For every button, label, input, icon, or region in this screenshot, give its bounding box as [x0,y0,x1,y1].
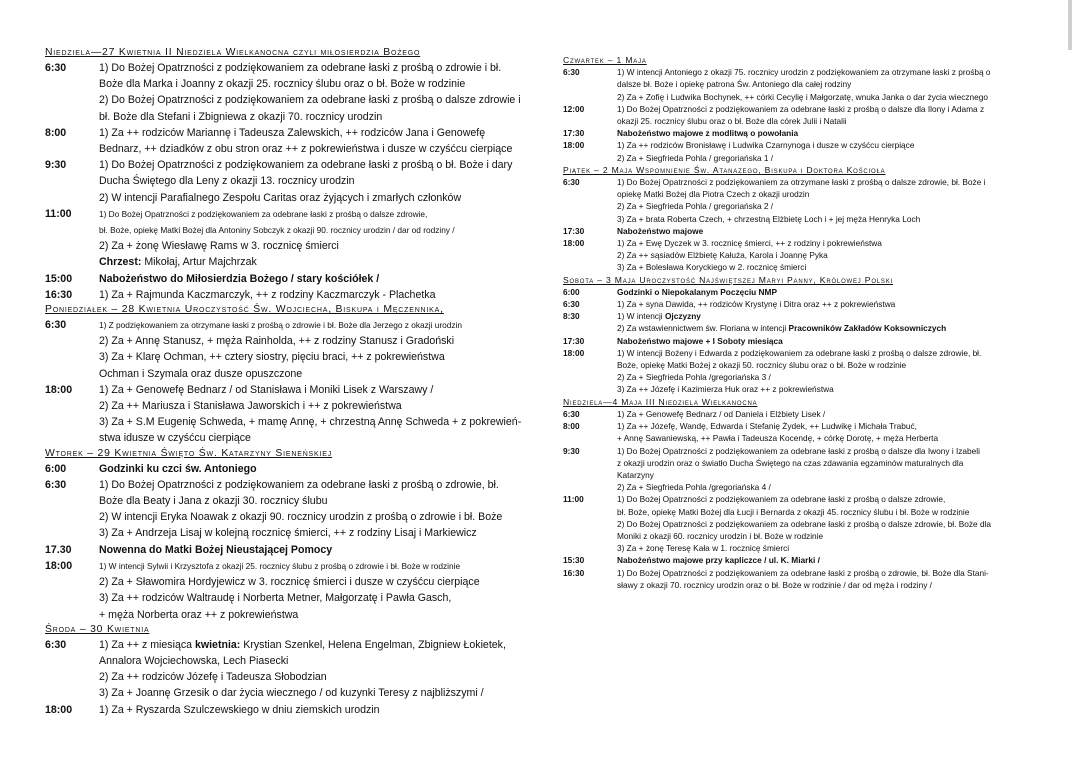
mass-time: 9:30 [45,159,67,172]
mass-slot [563,445,1043,494]
mass-slot [45,125,525,157]
bold-phrase: kwietnia: [194,638,241,651]
mass-slot [45,287,525,303]
mass-slot [45,317,525,382]
mass-time: 18:00 [45,703,73,716]
intention-line: 1) Za ++ rodziców Mariannę i Tadeusza Zalewskich, ++ rodziców Jana i Genowefę [99,126,486,139]
mass-slot [45,477,525,542]
intention-line: 2) Za + Annę Stanusz, + męża Rainholda, ++ z rodziny Stanusz i Gradoński [99,335,455,348]
mass-slot [563,554,1043,566]
intention-line: sławy z okazji 70. rocznicy urodzin oraz o bł. Boże w rodzinie / dar od męża i rodziny / [617,579,932,590]
intention-line: 3) Za ++ Józefę i Kazimierza Huk oraz ++ z pokrewieństwa [617,384,834,395]
mass-slot [45,382,525,447]
intention-line: Annalora Wojciechowska, Lech Piasecki [99,654,289,667]
mass-slot [563,286,1043,298]
mass-time: 17:30 [563,128,585,139]
mass-slot [563,493,1043,554]
mass-time: 6:30 [45,638,67,651]
mass-slot [45,60,525,125]
mass-slot [45,542,525,558]
mass-time: 6:30 [563,408,580,419]
intention-line: 1) Za + Ryszarda Szulczewskiego w dniu ziemskich urodzin [99,703,380,716]
intention-line: 1) Do Bożej Opatrzności z podziękowaniem za odebrane łaski z prośbą o dalsze dla Iwony i Izabeli [617,445,980,456]
bold-phrase: Ojczyzny [664,311,701,322]
mass-time: 16:30 [563,567,585,578]
intention-line: Bednarz, ++ dziadków z obu stron oraz ++ z pokrewieństwa i dusze w czyśćcu cierpiące [99,143,513,156]
intention-line: 1) Za ++ Józefę, Wandę, Edwarda i Stefanię Żydek, ++ Ludwikę i Michała Trabuć, [617,421,917,432]
mass-time: 8:00 [563,421,580,432]
mass-time: 6:30 [45,62,67,74]
mass-slot [45,271,525,287]
intention-line: 3) Za + S.M Eugenię Schweda, + mamę Annę, + chrzestną Annę Schweda + z pokrewień- [99,416,522,429]
mass-slot [45,702,525,718]
mass-slot [563,127,1043,139]
mass-slot [563,237,1043,274]
intention-line: 1) Do Bożej Opatrzności z podziękowaniem za odebrane łaski z prośbą o zdrowie, bł. Boże dla Stani- [617,567,989,578]
day-heading: Niedziela—4 Maja III Niedziela Wielkanocna [563,396,758,407]
intention-line: Nabożeństwo do Miłosierdzia Bożego / stary kościółek / [99,272,380,285]
intention-line: + Annę Sawaniewską, ++ Pawła i Tadeusza Kocendę, + córkę Dorotę, + męża Herberta [617,433,939,444]
day-heading: Wtorek – 29 Kwietnia Święto Św. Katarzyny Sieneńskiej [45,447,333,459]
intention-line: dalsze bł. Boże i opiekę patrona Św. Antoniego dla całej rodziny [617,79,852,90]
intention-line: Nabożeństwo majowe [617,225,704,236]
intention-line: 1) Za ++ rodziców Bronisławę i Ludwika Czarnynoga i dusze w czyśćcu cierpiące [617,140,915,151]
intention-line: bł. Boże dla Stefani i Zbigniewa z okazji 70. rocznicy urodzin [99,110,383,123]
intention-line: 1) Za + syna Dawida, ++ rodziców Krystynę i Ditra oraz ++ z pokrewieństwa [617,299,896,310]
mass-time: 6:30 [563,299,580,310]
intention-line: 1) Do Bożej Opatrzności z podziękowaniem za odebrane łaski z prośbą o zdrowie i bł. [99,62,502,74]
intention-line: 1) W intencji Antoniego z okazji 75. rocznicy urodzin z podziękowaniem za otrzymane łaski z prośbą o [617,67,991,78]
intention-line: 3) Za + Joannę Grzesik o dar życia wiecznego / od kuzynki Teresy z najbliższymi / [99,687,484,700]
intention-line: Godzinki o Niepokalanym Poczęciu NMP [617,286,777,297]
day-heading: Piątek – 2 Maja Wspomnienie Św. Atanazego, Biskupa i Doktora Kościoła [563,164,886,175]
intention-line: 1) Za ++ z miesiąca kwietnia: Krystian Szenkel, Helena Engelman, Zbigniew Łokietek, [99,638,506,651]
intention-line: Boże, opiekę Matki Bożej z okazji 50. rocznicy ślubu oraz o bł. Boże w rodzinie [617,360,907,371]
intention-line: Boże dla Beaty i Jana z okazji 30. rocznicy ślubu [99,495,328,508]
intention-line: 1) Do Bożej Opatrzności z podziękowaniem za otrzymane łaski z prośbą o dalsze zdrowie, bł. Boże i [617,177,986,188]
bold-phrase: Pracowników Zakładów Koksowniczych [788,323,947,334]
intention-line: Chrzest: Mikołaj, Artur Majchrzak [99,256,257,269]
mass-time: 9:30 [563,445,580,456]
mass-time: 18:00 [45,383,73,396]
mass-time: 6:30 [563,67,580,78]
intention-line: 2) Za wstawiennictwem św. Floriana w intencji Pracowników Zakładów Koksowniczych [617,323,947,334]
mass-slot [563,139,1043,163]
intention-line: 2) Za ++ sąsiadów Elżbietę Kałuża, Karola i Joannę Pyka [617,250,828,261]
intention-line: Nabożeństwo majowe przy kapliczce / ul. K. Miarki / [617,555,820,566]
mass-slot [563,567,1043,591]
mass-time: 11:00 [45,207,72,220]
intention-line: Nabożeństwo majowe + I Soboty miesiąca [617,335,783,346]
intention-line: 3) Za + Klarę Ochman, ++ cztery siostry, pięciu braci, ++ z pokrewieństwa [99,351,445,364]
mass-slot [563,310,1043,334]
mass-slot [563,66,1043,103]
mass-slot [45,461,525,477]
intention-line: 3) Za + żonę Teresę Kała w 1. rocznicę śmierci [617,543,790,554]
intention-line: 1) Za + Genowefę Bednarz / od Daniela i Elżbiety Lisek / [617,408,826,419]
mass-time: 15:30 [563,555,585,566]
intention-line: 2) W intencji Parafialnego Zespołu Caritas oraz żyjących i zmarłych członków [99,191,462,204]
intention-line: Ducha Świętego dla Leny z okazji 13. rocznicy urodzin [99,175,355,188]
intention-line: stwa idusze w czyśćcu cierpiące [99,432,251,445]
mass-time: 12:00 [563,103,585,114]
mass-time: 15:00 [45,272,73,285]
intention-line: 2) Za + Siegfrieda Pohla / gregoriańska 2 / [617,201,774,212]
intention-line: 1) Za + Rajmunda Kaczmarczyk, ++ z rodziny Kaczmarczyk - Plachetka [99,288,436,301]
mass-slot [45,206,525,271]
mass-slot [563,335,1043,347]
mass-slot [563,298,1043,310]
intention-line: Moniki z okazji 60. rocznicy urodzin i bł. Boże w rodzinie [617,530,824,541]
intention-line: Boże dla Marka i Joanny z okazji 25. rocznicy ślubu oraz o bł. Boże w rodzinie [99,78,466,91]
intention-line: 2) Za + Siegfrieda Pohla /gregoriańska 4 / [617,482,771,493]
bold-phrase: Chrzest: [99,256,142,269]
intention-line: 3) Za ++ rodziców Waltraudę i Norberta Metner, Małgorzatę i Pawła Gasch, [99,592,452,605]
day-heading: Sobota – 3 Maja Uroczystość Najświętszej Maryi Panny, Królowej Polski [563,274,893,285]
intention-line: 3) Za + brata Roberta Czech, + chrzestną Elżbietę Loch i + jej męża Henryka Loch [617,213,921,224]
mass-time: 18:00 [563,347,585,358]
intention-line: Godzinki ku czci św. Antoniego [99,462,257,475]
mass-time: 8:30 [563,311,580,322]
mass-time: 6:00 [563,286,580,297]
mass-time: 18:00 [45,559,73,572]
intention-line: bł. Boże, opiekę Matki Bożej dla Antoniny Sobczyk z okazji 90. rocznicy urodzin / dar od rodziny / [99,225,455,236]
intention-line: 2) Za ++ Mariusza i Stanisława Jaworskich i ++ z pokrewieństwa [99,400,402,413]
right-column [563,54,1043,591]
intention-line: 2) Za + Siegfrieda Pohla /gregoriańska 3 / [617,372,771,383]
intention-line: okazji 25. rocznicy ślubu oraz o bł. Boże dla córek Julii i Natalii [617,116,847,127]
mass-time: 17:30 [563,335,585,346]
day-heading: Niedziela—27 Kwietnia II Niedziela Wielkanocna czyli miłosierdzia Bożego [45,47,421,58]
mass-time: 6:30 [563,177,580,188]
intention-line: 1) Do Bożej Opatrzności z podziękowaniem za odebrane łaski z prośbą o dalsze dla Ilony i Adama z [617,103,985,114]
intention-line: 3) Za + Bolesława Koryckiego w 2. rocznicę śmierci [617,262,807,273]
intention-line: 1) Za + Ewę Dyczek w 3. rocznicę śmierci, ++ z rodziny i pokrewieństwa [617,238,882,249]
mass-slot [563,103,1043,127]
intention-line: 2) Do Bożej Opatrzności z podziękowaniem za odebrane łaski z prośbą o dalsze zdrowie i [99,94,521,107]
intention-line: opiekę Matki Bożej dla Piotra Czech z okazji urodzin [617,189,810,200]
intention-line: 2) Za + Zofię i Ludwika Bochynek, ++ córki Cecylię i Małgorzatę, wnuka Janka o dar życia wiecznego [617,91,989,102]
mass-slot [563,408,1043,420]
mass-slot [563,225,1043,237]
intention-line: 2) W intencji Eryka Noawak z okazji 90. rocznicy urodzin z prośbą o zdrowie i bł. Boże [99,511,503,524]
intention-line: 1) Za + Genowefę Bednarz / od Stanisława i Moniki Lisek z Warszawy / [99,383,434,396]
mass-slot [563,420,1043,444]
mass-time: 18:00 [563,238,585,249]
intention-line: 1) Do Bożej Opatrzności z podziękowaniem za odebrane łaski z prośbą o zdrowie, bł. [99,478,499,491]
mass-time: 17.30 [45,543,72,556]
intention-line: Ochman i Szymala oraz dusze opuszczone [99,367,303,380]
intention-line: 2) Za ++ rodziców Józefę i Tadeusza Słobodzian [99,671,327,684]
intention-line: Nowenna do Matki Bożej Nieustającej Pomocy [99,543,333,556]
scrollbar[interactable] [1068,0,1072,50]
mass-time: 6:30 [45,319,67,332]
intention-line: 1) W intencji Ojczyzny [617,311,701,322]
mass-time: 6:00 [45,462,67,475]
mass-slot [45,637,525,702]
left-column [45,46,525,718]
mass-slot [45,558,525,623]
intention-line: 1) Do Bożej Opatrzności z podziękowaniem za odebrane łaski z prośbą o bł. Boże i dary [99,159,513,172]
intention-line: bł. Boże, opiekę Matki Bożej dla Łucji i Bernarda z okazji 45. rocznicy ślubu i bł. Boże w rodzinie [617,506,970,517]
intention-line: 1) W intencji Sylwii i Krzysztofa z okazji 25. rocznicy ślubu z prośbą o zdrowie i bł. Boże w rodzinie [99,560,461,571]
intention-line: Nabożeństwo majowe z modlitwą o powołania [617,128,799,139]
intention-line: 1) Do Bożej Opatrzności z podziękowaniem za odebrane łaski z prośbą o dalsze zdrowie, [617,494,946,505]
mass-time: 6:30 [45,478,67,491]
mass-slot [45,157,525,206]
day-heading: Środa – 30 Kwietnia [45,623,150,635]
intention-line: z okazji urodzin oraz o światło Ducha Świętego na czas zdawania egzaminów maturalnych dla [617,457,964,468]
intention-line: 1) Z podziękowaniem za otrzymane łaski z prośbą o zdrowie i bł. Boże dla Jerzego z okazji urodzin [99,320,462,331]
intention-line: 1) Do Bożej Opatrzności z podziękowaniem za odebrane łaski z prośbą o dalsze zdrowie, [99,208,428,219]
mass-time: 16:30 [45,288,73,301]
mass-time: 8:00 [45,126,67,139]
day-heading: Czwartek – 1 Maja [563,55,647,65]
mass-slot [563,347,1043,396]
intention-line: 3) Za + Andrzeja Lisaj w kolejną rocznicę śmierci, ++ z rodziny Lisaj i Markiewicz [99,527,477,540]
intention-line: 2) Za + żonę Wiesławę Rams w 3. rocznicę śmierci [99,240,339,253]
intention-line: 1) W intencji Bożeny i Edwarda z podziękowaniem za odebrane łaski z prośbą o dalsze zdrowie, bł. [617,347,982,358]
day-heading: Poniedziałek – 28 Kwietnia Uroczystość Św. Wojciecha, Biskupa i Męczennika, [45,304,444,316]
intention-line: 2) Za + Siegfrieda Pohla / gregoriańska 1 / [617,152,774,163]
mass-slot [563,176,1043,225]
mass-time: 17:30 [563,225,585,236]
mass-time: 11:00 [563,494,584,505]
intention-line: 2) Do Bożej Opatrzności z podziękowaniem za odebrane łaski z prośbą o dalsze zdrowie, bł. Boże dla [617,518,992,529]
intention-line: Katarzyny [617,469,654,480]
intention-line: 2) Za + Sławomira Hordyjewicz w 3. rocznicę śmierci i dusze w czyśćcu cierpiące [99,576,480,589]
intention-line: + męża Norberta oraz ++ z pokrewieństwa [99,608,299,621]
mass-time: 18:00 [563,140,585,151]
